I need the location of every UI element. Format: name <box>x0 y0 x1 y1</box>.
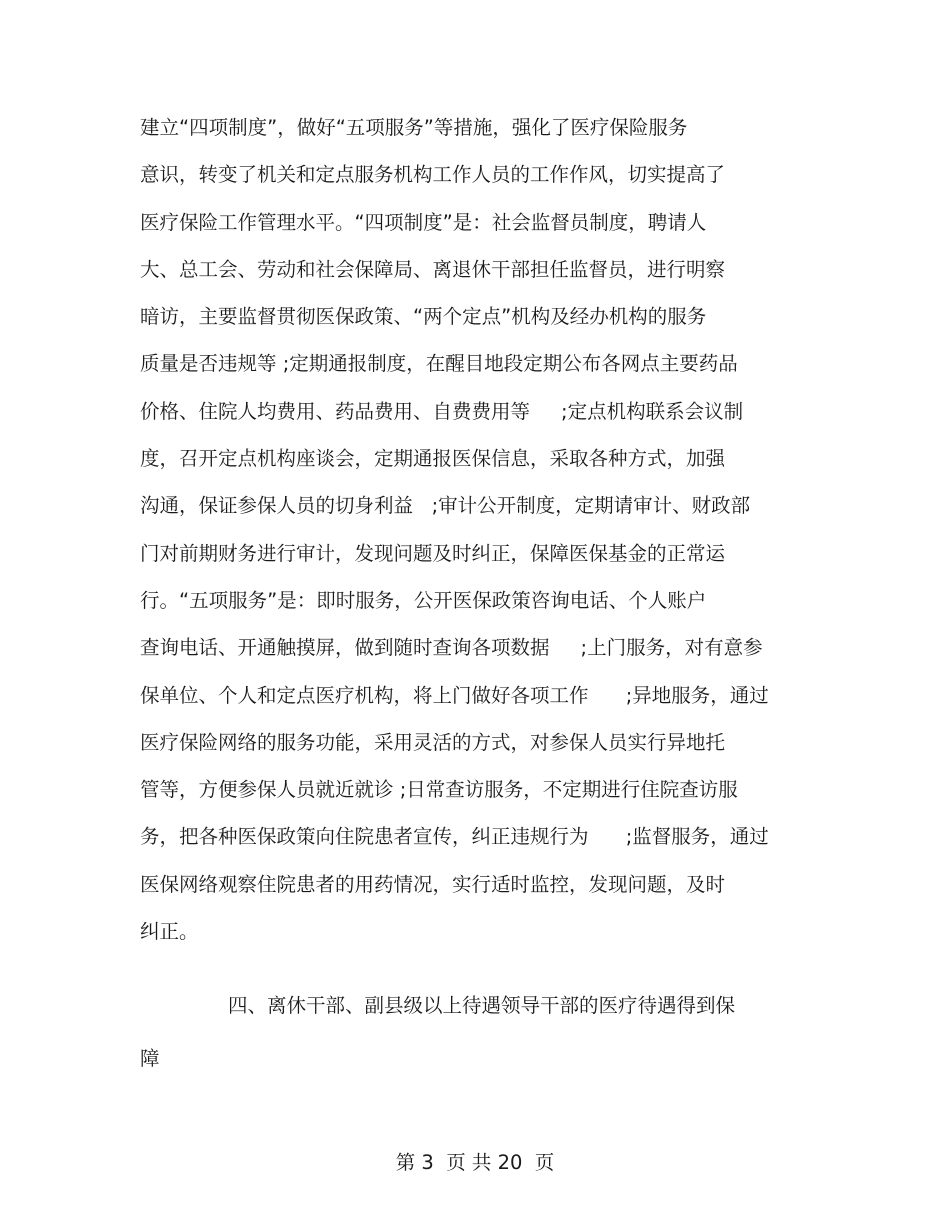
body-line: 质量是否违规等 ;定期通报制度，在醒目地段定期公布各网点主要药品 <box>140 352 738 376</box>
body-line: 务，把各种医保政策向住院患者宣传，纠正违规行为 ;监督服务，通过 <box>140 825 769 849</box>
body-line: 管等，方便参保人员就近就诊 ;日常查访服务，不定期进行住院查访服 <box>140 778 738 802</box>
section-heading <box>140 986 800 1079</box>
page-number-footer: 第 3 页 共 20 页 <box>395 1151 555 1174</box>
body-line: 纠正。 <box>140 920 199 944</box>
section-heading-line-1: 四、离休干部、副县级以上待遇领导干部的医疗待遇得到保 <box>228 994 736 1017</box>
body-line: 医保网络观察住院患者的用药情况，实行适时监控，发现问题，及时 <box>140 872 726 896</box>
body-line: 查询电话、开通触摸屏，做到随时查询各项数据 ;上门服务，对有意参 <box>140 636 763 660</box>
body-line: 建立“四项制度”，做好“五项服务”等措施，强化了医疗保险服务 <box>140 116 688 139</box>
body-line: 医疗保险工作管理水平。“四项制度”是：社会监督员制度，聘请人 <box>140 210 707 234</box>
body-line: 医疗保险网络的服务功能，采用灵活的方式，对参保人员实行异地托 <box>140 730 726 754</box>
body-text <box>140 108 800 959</box>
section-heading-line-2: 障 <box>140 1047 160 1070</box>
body-line: 意识，转变了机关和定点服务机构工作人员的工作作风，切实提高了 <box>140 163 726 187</box>
body-line: 保单位、个人和定点医疗机构，将上门做好各项工作 ;异地服务，通过 <box>140 683 769 707</box>
body-line: 沟通，保证参保人员的切身利益 ;审计公开制度，定期请审计、财政部 <box>140 494 751 518</box>
body-line: 门对前期财务进行审计，发现问题及时纠正，保障医保基金的正常运 <box>140 541 726 565</box>
body-line: 度，召开定点机构座谈会，定期通报医保信息，采取各种方式，加强 <box>140 447 726 471</box>
body-line: 暗访，主要监督贯彻医保政策、“两个定点”机构及经办机构的服务 <box>140 305 707 329</box>
body-line: 价格、住院人均费用、药品费用、自费费用等 ;定点机构联系会议制 <box>140 399 744 423</box>
body-line: 行。“五项服务”是：即时服务，公开医保政策咨询电话、个人账户 <box>140 588 707 612</box>
body-line: 大、总工会、劳动和社会保障局、离退休干部担任监督员，进行明察 <box>140 257 726 281</box>
